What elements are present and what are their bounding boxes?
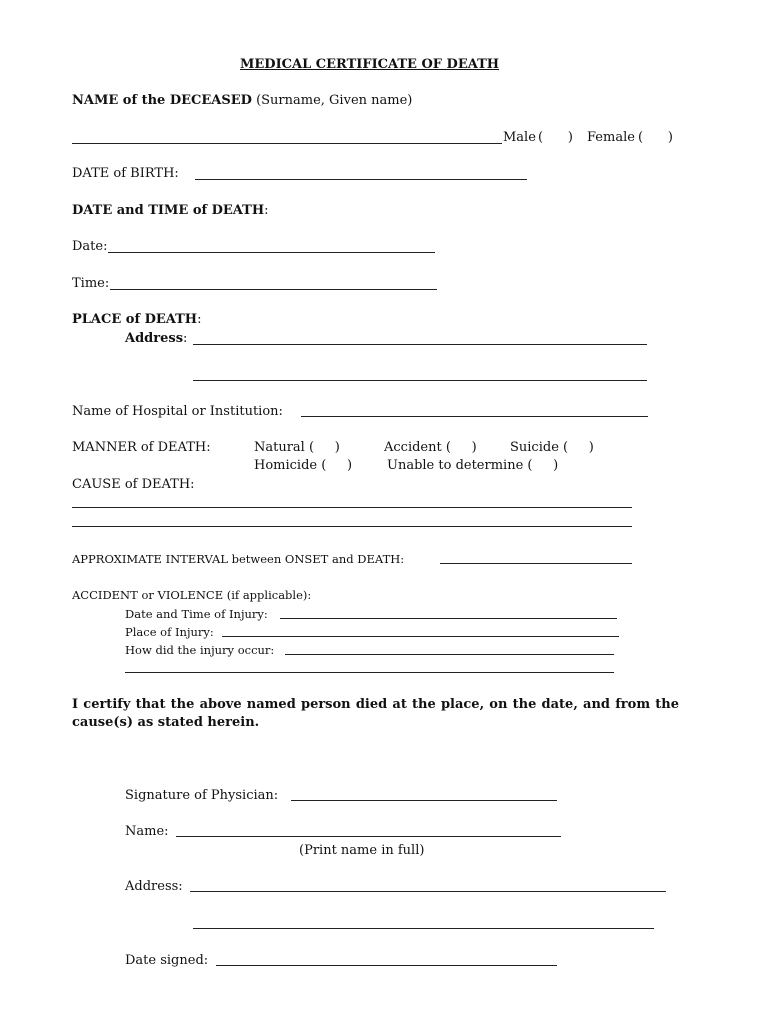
physician-name-label: Name: [125, 824, 169, 839]
page-title: MEDICAL CERTIFICATE OF DEATH [240, 57, 500, 72]
injury-how-field-1[interactable] [285, 654, 614, 655]
hospital-label: Name of Hospital or Institution: [72, 404, 283, 419]
homicide-close: ) [346, 458, 353, 473]
manner-undetermined-option[interactable] [387, 458, 558, 474]
natural-close: ) [334, 440, 340, 455]
place-colon: : [197, 312, 202, 327]
dob-field[interactable] [195, 179, 527, 180]
print-name-hint: (Print name in full) [299, 843, 425, 858]
physician-address-field-2[interactable] [193, 928, 654, 929]
place-heading [72, 312, 201, 328]
accident-label: Accident ( [384, 440, 451, 455]
injury-place-field[interactable] [222, 636, 619, 637]
deceased-name-field[interactable] [72, 143, 502, 144]
injury-place-label: Place of Injury: [125, 625, 214, 639]
injury-how-label: How did the injury occur: [125, 643, 275, 657]
death-time-field-label: Time: [72, 276, 110, 291]
death-time-colon: : [264, 203, 269, 218]
death-date-field[interactable] [108, 252, 435, 253]
manner-label: MANNER of DEATH: [72, 440, 211, 455]
injury-datetime-field[interactable] [280, 618, 617, 619]
manner-suicide-option[interactable] [510, 440, 594, 456]
place-label: PLACE of DEATH [72, 312, 198, 327]
cause-field-2[interactable] [72, 526, 632, 527]
dob-label: DATE of BIRTH: [72, 166, 179, 181]
address-label: Address [125, 331, 184, 346]
death-time-heading [72, 203, 269, 219]
suicide-label: Suicide ( [510, 440, 569, 455]
natural-label: Natural ( [254, 440, 315, 455]
manner-accident-option[interactable] [384, 440, 477, 456]
interval-field[interactable] [440, 563, 632, 564]
hospital-field[interactable] [301, 416, 648, 417]
address-colon: : [183, 331, 188, 346]
physician-address-field-1[interactable] [190, 891, 666, 892]
accident-label: ACCIDENT or VIOLENCE (if applicable): [72, 588, 312, 602]
accident-close: ) [471, 440, 477, 455]
homicide-label: Homicide ( [254, 458, 327, 473]
cause-field-1[interactable] [72, 507, 632, 508]
death-date-label: Date: [72, 239, 108, 254]
deceased-name-label: NAME of the DECEASED [72, 93, 252, 108]
manner-natural-option[interactable] [254, 440, 340, 456]
female-label: Female [587, 130, 635, 145]
date-signed-label: Date signed: [125, 953, 209, 968]
physician-name-field[interactable] [176, 836, 561, 837]
suicide-close: ) [588, 440, 594, 455]
address-field-2[interactable] [193, 380, 647, 381]
name-section-heading [72, 93, 412, 109]
death-time-label: DATE and TIME of DEATH [72, 203, 265, 218]
address-field-1[interactable] [193, 344, 647, 345]
cause-label: CAUSE of DEATH: [72, 477, 195, 492]
male-checkbox[interactable]: ( ) [538, 130, 573, 145]
address-heading [125, 331, 187, 347]
date-signed-field[interactable] [216, 965, 557, 966]
death-time-field[interactable] [110, 289, 437, 290]
injury-datetime-label: Date and Time of Injury: [125, 607, 268, 621]
manner-homicide-option[interactable] [254, 458, 352, 474]
injury-how-field-2[interactable] [125, 672, 614, 673]
undetermined-close: ) [553, 458, 559, 473]
undetermined-label: Unable to determine ( [387, 458, 533, 473]
male-label: Male [503, 130, 536, 145]
deceased-name-hint: (Surname, Given name) [256, 93, 413, 108]
certification-statement: I certify that the above named person died at the place, on the date, and from the cause(s) as stated herein. [72, 697, 679, 730]
interval-label: APPROXIMATE INTERVAL between ONSET and DEATH: [72, 552, 405, 566]
physician-signature-label: Signature of Physician: [125, 788, 279, 803]
female-checkbox[interactable]: ( ) [638, 130, 673, 145]
physician-signature-field[interactable] [291, 800, 557, 801]
physician-address-label: Address: [125, 879, 183, 894]
